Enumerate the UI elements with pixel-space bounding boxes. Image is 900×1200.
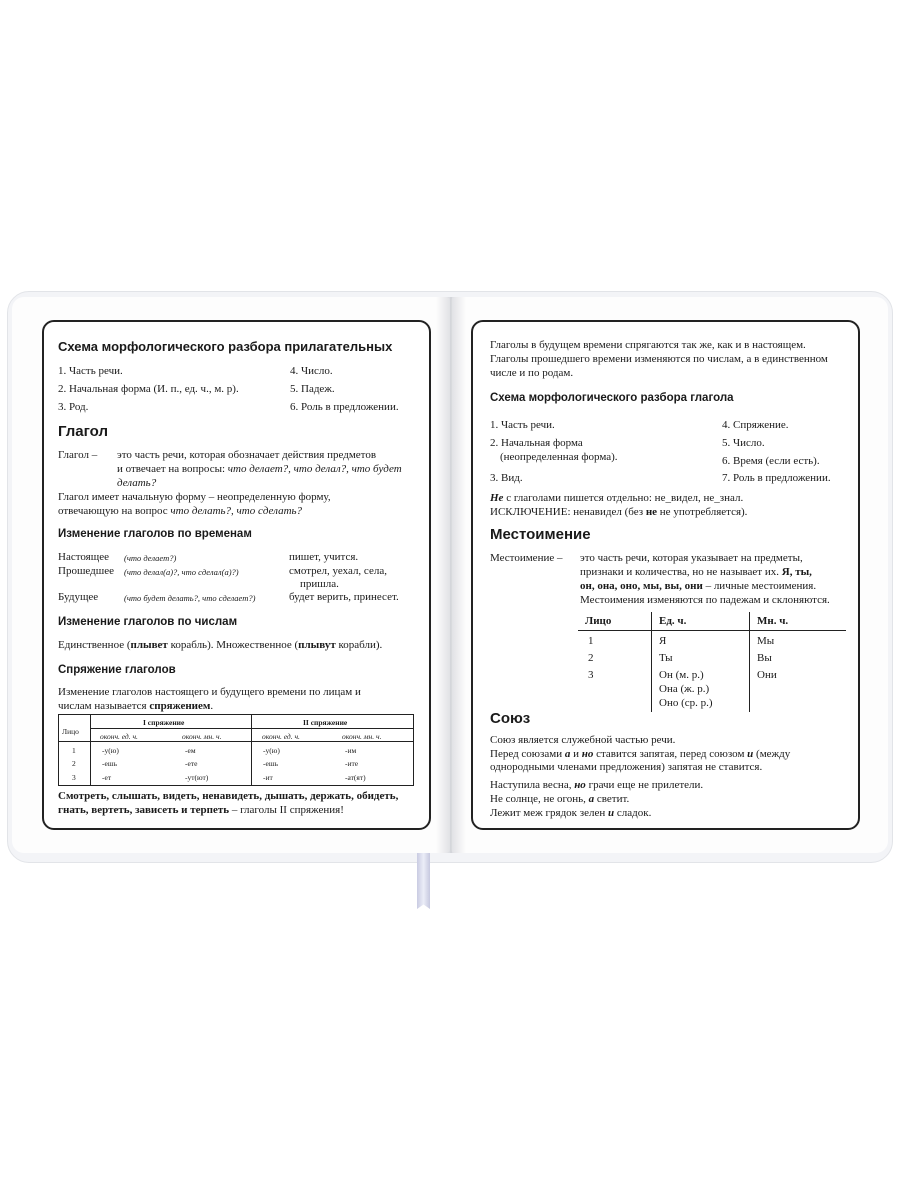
table-cell: -ешь	[263, 759, 279, 768]
adj-morph-title: Схема морфологического разбора прилагательных	[58, 339, 393, 354]
table-rule	[578, 630, 846, 631]
table-header-group2: II спряжение	[303, 718, 348, 727]
verb-inf-line1: Глагол имеет начальную форму – неопределенную форму,	[58, 491, 331, 503]
tense-question: (что делает?)	[124, 553, 177, 563]
table-border	[90, 714, 91, 786]
table-subheader: оконч. мн. ч.	[182, 732, 222, 741]
union-example1: Наступила весна, но грачи еще не прилетели.	[490, 779, 704, 791]
pronoun-cell: 2	[588, 652, 594, 664]
tense-example: пишет, учится.	[289, 551, 359, 563]
adj-item-3: 3. Род.	[58, 401, 89, 413]
table-cell: -у(ю)	[263, 746, 280, 755]
conjugation-line2: числам называется спряжением.	[58, 700, 214, 712]
pronoun-cell: 1	[588, 635, 594, 647]
verb-def-line2: и отвечает на вопросы: что делает?, что делал?, что будет	[117, 463, 402, 475]
verb-morph-item-2-cont: (неопределенная форма).	[500, 451, 618, 463]
table-subheader: оконч. мн. ч.	[342, 732, 382, 741]
table-cell: -ите	[345, 759, 359, 768]
union-heading: Союз	[490, 710, 531, 727]
pronoun-cell: Она (ж. р.)	[659, 683, 710, 695]
tense-example-cont: пришла.	[300, 578, 339, 590]
adj-item-2: 2. Начальная форма (И. п., ед. ч., м. р).	[58, 383, 239, 395]
intro-line1: Глаголы в будущем времени спрягаются так же, как и в настоящем.	[490, 339, 806, 351]
table-header-group1: I спряжение	[143, 718, 185, 727]
verb-inf-line2: отвечающую на вопрос что делать?, что сделать?	[58, 505, 303, 517]
verb-def-line3: делать?	[117, 477, 157, 489]
verb-morph-item-7: 7. Роль в предложении.	[722, 472, 831, 484]
table-cell: -ит	[263, 773, 273, 782]
pronoun-table-header: Лицо	[585, 615, 612, 627]
table-rule	[651, 612, 652, 712]
pronoun-cell: Мы	[757, 635, 775, 647]
table-border	[90, 728, 413, 729]
verb-morph-item-5: 5. Число.	[722, 437, 765, 449]
table-cell: 3	[72, 773, 76, 782]
table-cell: -ут(ют)	[185, 773, 209, 782]
table-cell: -ат(ят)	[345, 773, 366, 782]
pronoun-cell: Ты	[659, 652, 673, 664]
pronoun-cell: 3	[588, 669, 594, 681]
verb-morph-item-6: 6. Время (если есть).	[722, 455, 820, 467]
tense-question: (что делал(а)?, что сделал(а)?)	[124, 567, 239, 577]
verb-heading: Глагол	[58, 423, 108, 440]
conjugation-line1: Изменение глаголов настоящего и будущего времени по лицам и	[58, 686, 361, 698]
union-line1: Союз является служебной частью речи.	[490, 734, 676, 746]
numbers-text: Единственное (плывет корабль). Множественное (плывут корабли).	[58, 639, 383, 651]
pronoun-cell: Я	[659, 635, 667, 647]
table-cell: -ете	[185, 759, 198, 768]
union-example2: Не солнце, не огонь, а светит.	[490, 793, 630, 805]
pronoun-cell: Они	[757, 669, 777, 681]
table-border	[58, 714, 59, 786]
pronoun-table-header: Ед. ч.	[659, 615, 687, 627]
intro-line2: Глаголы прошедшего времени изменяются по числам, а в единственном	[490, 353, 828, 365]
pronoun-table-header: Мн. ч.	[757, 615, 789, 627]
tense-example: смотрел, уехал, села,	[289, 565, 387, 577]
ne-rule-line1: Не с глаголами пишется отдельно: не_видел, не_знал.	[490, 492, 744, 504]
union-line2: Перед союзами а и но ставится запятая, перед союзом и (между	[490, 748, 791, 760]
exception-line1: Смотреть, слышать, видеть, ненавидеть, дышать, держать, обидеть,	[58, 790, 399, 802]
verb-def-term: Глагол –	[58, 449, 98, 461]
table-cell: 1	[72, 746, 76, 755]
ne-rule-line2: ИСКЛЮЧЕНИЕ: ненавидел (без не не употребляется).	[490, 506, 748, 518]
bookmark-ribbon	[417, 853, 430, 909]
table-border	[413, 714, 414, 786]
pronoun-cell: Оно (ср. р.)	[659, 697, 713, 709]
table-border	[251, 714, 252, 786]
tense-name: Настоящее	[58, 551, 109, 563]
pronoun-cell: Вы	[757, 652, 772, 664]
pronoun-cell: Он (м. р.)	[659, 669, 704, 681]
verb-morph-title: Схема морфологического разбора глагола	[490, 392, 734, 404]
tense-name: Будущее	[58, 591, 99, 603]
adj-item-6: 6. Роль в предложении.	[290, 401, 399, 413]
table-header-person: Лицо	[62, 727, 79, 736]
table-border	[58, 785, 414, 786]
verb-morph-item-2: 2. Начальная форма	[490, 437, 583, 449]
pronoun-line2: признаки и количества, но не называет их. Я, ты,	[580, 566, 812, 578]
table-cell: -ет	[102, 773, 112, 782]
verb-morph-item-4: 4. Спряжение.	[722, 419, 789, 431]
pronoun-line3: он, она, оно, мы, вы, они – личные местоимения.	[580, 580, 817, 592]
book-spine	[436, 297, 466, 853]
union-line3: однородными членами предложения) запятая не ставится.	[490, 761, 763, 773]
pronoun-heading: Местоимение	[490, 526, 591, 543]
adj-item-1: 1. Часть речи.	[58, 365, 123, 377]
pronoun-line1: это часть речи, которая указывает на предметы,	[580, 552, 803, 564]
verb-morph-item-1: 1. Часть речи.	[490, 419, 555, 431]
exception-line2: гнать, вертеть, зависеть и терпеть – глаголы II спряжения!	[58, 804, 344, 816]
intro-line3: числе и по родам.	[490, 367, 574, 379]
table-cell: -им	[345, 746, 357, 755]
conjugation-heading: Спряжение глаголов	[58, 664, 176, 676]
adj-item-5: 5. Падеж.	[290, 383, 335, 395]
adj-item-4: 4. Число.	[290, 365, 333, 377]
numbers-heading: Изменение глаголов по числам	[58, 616, 238, 628]
table-cell: -ешь	[102, 759, 118, 768]
tense-question: (что будет делать?, что сделает?)	[124, 593, 256, 603]
pronoun-term: Местоимение –	[490, 552, 563, 564]
tense-name: Прошедшее	[58, 565, 114, 577]
table-rule	[749, 612, 750, 712]
table-border	[58, 714, 414, 715]
table-cell: -ем	[185, 746, 196, 755]
tenses-heading: Изменение глаголов по временам	[58, 528, 252, 540]
table-cell: 2	[72, 759, 76, 768]
table-subheader: оконч. ед. ч.	[262, 732, 300, 741]
tense-example: будет верить, принесет.	[289, 591, 399, 603]
table-subheader: оконч. ед. ч.	[100, 732, 138, 741]
verb-def-line1: это часть речи, которая обозначает действия предметов	[117, 449, 377, 461]
union-example3: Лежит меж грядок зелен и сладок.	[490, 807, 652, 819]
pronoun-line4: Местоимения изменяются по падежам и склоняются.	[580, 594, 830, 606]
table-cell: -у(ю)	[102, 746, 119, 755]
verb-morph-item-3: 3. Вид.	[490, 472, 523, 484]
